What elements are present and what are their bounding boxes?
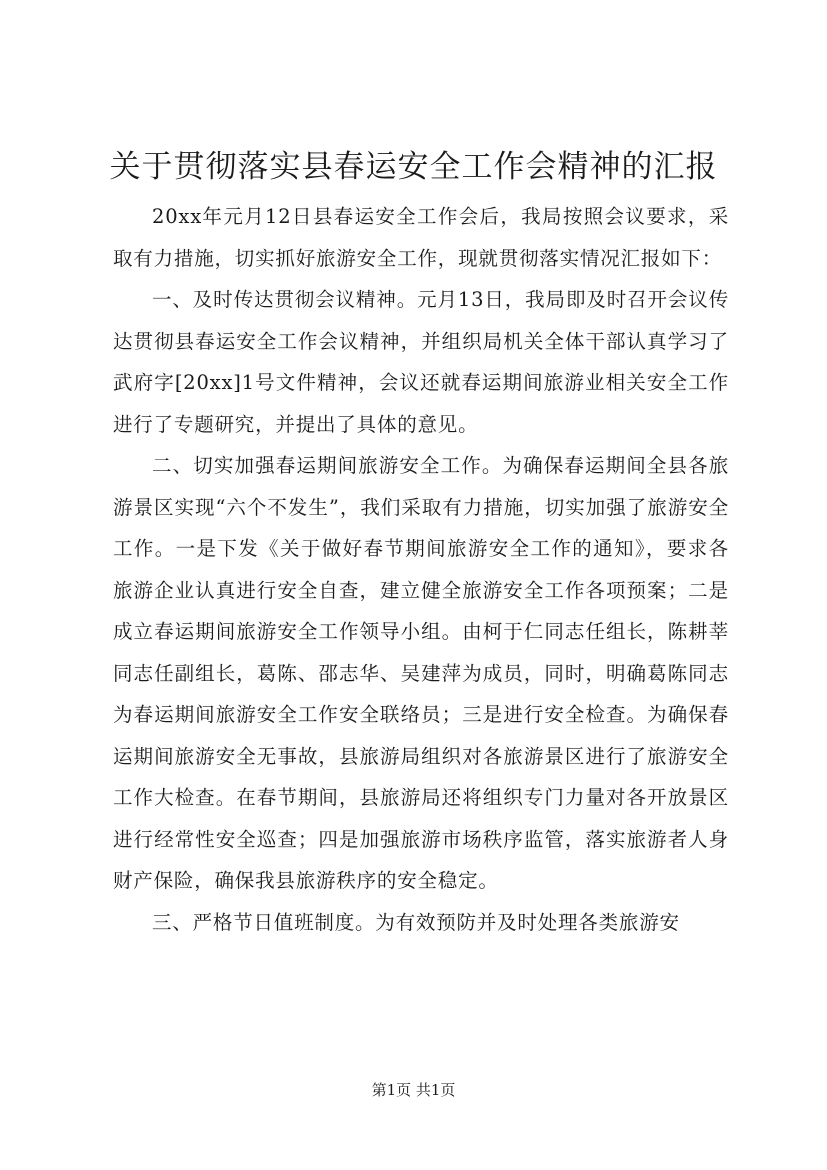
page-number-footer: 第1页 共1页 [371,1081,456,1099]
paragraph-section-1: 一、及时传达贯彻会议精神。元月13日，我局即及时召开会议传达贯彻县春运安全工作会议精神，并组织局机关全体干部认真学习了武府字[20xx]1号文件精神，会议还就春运期间旅游业相关安全工作进行了专题研究，并提出了具体的意见。 [113,288,729,436]
paragraph-intro: 20xx年元月12日县春运安全工作会后，我局按照会议要求，采取有力措施，切实抓好旅游安全工作，现就贯彻落实情况汇报如下： [113,205,729,270]
document-body [113,196,729,943]
document-title: 关于贯彻落实县春运安全工作会精神的汇报 [109,149,718,185]
paragraph-section-3: 三、严格节日值班制度。为有效预防并及时处理各类旅游安 [152,910,680,934]
paragraph-section-2: 二、切实加强春运期间旅游安全工作。为确保春运期间全县各旅游景区实现“六个不发生”，我们采取有力措施，切实加强了旅游安全工作。一是下发《关于做好春节期间旅游安全工作的通知》，要求各旅游企业认真进行安全自查，建立健全旅游安全工作各项预案；二是成立春运期间旅游安全工作领导小组。由柯于仁同志任组长，陈耕莘同志任副组长，葛陈、邵志华、吴建萍为成员，同时，明确葛陈同志为春运期间旅游安全工作安全联络员；三是进行安全检查。为确保春运期间旅游安全无事故，县旅游局组织对各旅游景区进行了旅游安全工作大检查。在春节期间，县旅游局还将组织专门力量对各开放景区进行经常性安全巡查；四是加强旅游市场秩序监管，落实旅游者人身财产保险，确保我县旅游秩序的安全稳定。 [113,454,729,892]
